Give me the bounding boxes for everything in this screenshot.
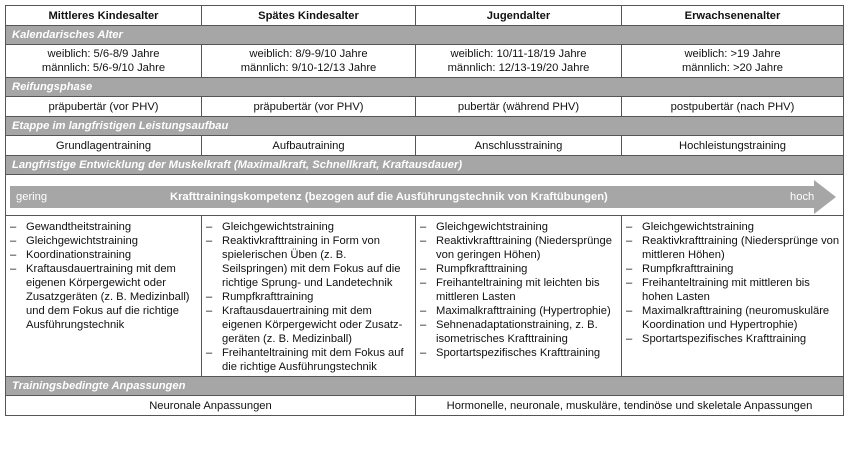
section-title: Trainingsbedingte Anpassungen bbox=[6, 377, 844, 396]
stage-cell: Anschlusstraining bbox=[416, 136, 622, 156]
bullet-item: – Reaktivkrafttraining in Form von spielerischen Üben (z. B. Seilspringen) mit dem Fokus auf die richtige Sprung- und Landetechnik bbox=[206, 234, 413, 290]
stage-cell: Grundlagentraining bbox=[6, 136, 202, 156]
bullet-item: – Reaktivkrafttraining (Niedersprünge von mittleren Höhen) bbox=[626, 234, 841, 262]
competence-arrow bbox=[10, 180, 838, 214]
arrow-main-label: Krafttrainingskompetenz (bezogen auf die Ausführungstechnik von Kraftübungen) bbox=[170, 190, 608, 203]
age-male: männlich: 9/10-12/13 Jahre bbox=[240, 62, 377, 74]
section-title: Langfristige Entwicklung der Muskelkraft (Maximalkraft, Schnellkraft, Kraftausdauer) bbox=[6, 156, 844, 175]
bullet-item: – Freihanteltraining mit leichten bis mittleren Lasten bbox=[420, 276, 619, 304]
age-male: männlich: >20 Jahre bbox=[681, 62, 784, 74]
adaptation-cell: Neuronale Anpassungen bbox=[6, 396, 416, 416]
header-cell: Mittleres Kindesalter bbox=[6, 6, 202, 26]
age-female: weiblich: >19 Jahre bbox=[684, 48, 781, 60]
header-cell: Spätes Kindesalter bbox=[202, 6, 416, 26]
arrow-row bbox=[6, 175, 844, 216]
section-row bbox=[6, 377, 844, 396]
adaptation-cell: Hormonelle, neuronale, muskuläre, tendinöse und skeletale Anpassungen bbox=[416, 396, 844, 416]
bullet-item: – Reaktivkrafttraining (Niedersprünge von geringen Höhen) bbox=[420, 234, 619, 262]
maturation-cell: präpubertär (vor PHV) bbox=[6, 97, 202, 117]
bullet-item: – Maximalkrafttraining (neuromuskuläre Koordination und Hypertrophie) bbox=[626, 304, 841, 332]
bullet-cell bbox=[202, 216, 416, 377]
age-cell bbox=[6, 45, 202, 78]
age-male: männlich: 5/6-9/10 Jahre bbox=[41, 62, 166, 74]
age-cell bbox=[202, 45, 416, 78]
bullet-row bbox=[6, 216, 844, 377]
age-male: männlich: 12/13-19/20 Jahre bbox=[447, 62, 590, 74]
section-row bbox=[6, 26, 844, 45]
bullet-list bbox=[420, 220, 619, 360]
header-row bbox=[6, 6, 844, 26]
training-table bbox=[5, 5, 844, 416]
bullet-item: – Kraftausdauertraining mit dem eigenen Körpergewicht oder Zusatz-geräten (z. B. Medizinball) bbox=[206, 304, 413, 346]
section-row bbox=[6, 156, 844, 175]
bullet-item: – Rumpfkrafttraining bbox=[206, 290, 413, 304]
section-title: Etappe im langfristigen Leistungsaufbau bbox=[6, 117, 844, 136]
bullet-item: – Gleichgewichtstraining bbox=[10, 234, 199, 248]
bullet-list bbox=[10, 220, 199, 332]
arrow-low-label: gering bbox=[16, 190, 48, 203]
section-title: Kalendarisches Alter bbox=[6, 26, 844, 45]
bullet-item: – Gleichgewichtstraining bbox=[206, 220, 413, 234]
arrow-high-label: hoch bbox=[790, 190, 815, 203]
bullet-item: – Sportartspezifisches Krafttraining bbox=[626, 332, 841, 346]
bullet-list bbox=[206, 220, 413, 374]
bullet-item: – Maximalkrafttraining (Hypertrophie) bbox=[420, 304, 619, 318]
bullet-cell bbox=[6, 216, 202, 377]
header-cell: Erwachsenenalter bbox=[622, 6, 844, 26]
section-row bbox=[6, 117, 844, 136]
bullet-item: – Sehnenadaptationstraining, z. B. isometrisches Krafttraining bbox=[420, 318, 619, 346]
age-cell bbox=[622, 45, 844, 78]
arrow-head-icon bbox=[814, 180, 836, 214]
bullet-item: – Gleichgewichtstraining bbox=[420, 220, 619, 234]
bullet-cell bbox=[622, 216, 844, 377]
age-female: weiblich: 8/9-9/10 Jahre bbox=[249, 48, 368, 60]
bullet-item: – Freihanteltraining mit mittleren bis hohen Lasten bbox=[626, 276, 841, 304]
bullet-item: – Freihanteltraining mit dem Fokus auf die richtige Ausführungstechnik bbox=[206, 346, 413, 374]
section-row bbox=[6, 78, 844, 97]
bullet-item: – Rumpfkrafttraining bbox=[420, 262, 619, 276]
header-cell: Jugendalter bbox=[416, 6, 622, 26]
maturation-cell: postpubertär (nach PHV) bbox=[622, 97, 844, 117]
section-title: Reifungsphase bbox=[6, 78, 844, 97]
maturation-cell: präpubertär (vor PHV) bbox=[202, 97, 416, 117]
bullet-item: – Gleichgewichtstraining bbox=[626, 220, 841, 234]
age-female: weiblich: 5/6-8/9 Jahre bbox=[47, 48, 160, 60]
stage-cell: Hochleistungstraining bbox=[622, 136, 844, 156]
bullet-list bbox=[626, 220, 841, 346]
bullet-item: – Gewandtheitstraining bbox=[10, 220, 199, 234]
age-female: weiblich: 10/11-18/19 Jahre bbox=[450, 48, 587, 60]
bullet-cell bbox=[416, 216, 622, 377]
maturation-cell: pubertär (während PHV) bbox=[416, 97, 622, 117]
adaptation-row bbox=[6, 396, 844, 416]
bullet-item: – Rumpfkrafttraining bbox=[626, 262, 841, 276]
arrow-cell bbox=[6, 175, 844, 216]
maturation-row bbox=[6, 97, 844, 117]
bullet-item: – Koordinationstraining bbox=[10, 248, 199, 262]
age-cell bbox=[416, 45, 622, 78]
stage-row bbox=[6, 136, 844, 156]
training-table-document bbox=[1, 1, 847, 469]
age-row bbox=[6, 45, 844, 78]
bullet-item: – Kraftausdauertraining mit dem eigenen Körpergewicht oder Zusatzgeräten (z. B. Medizinball) und dem Fokus auf die richtige Ausführungstechnik bbox=[10, 262, 199, 332]
stage-cell: Aufbautraining bbox=[202, 136, 416, 156]
bullet-item: – Sportartspezifisches Krafttraining bbox=[420, 346, 619, 360]
